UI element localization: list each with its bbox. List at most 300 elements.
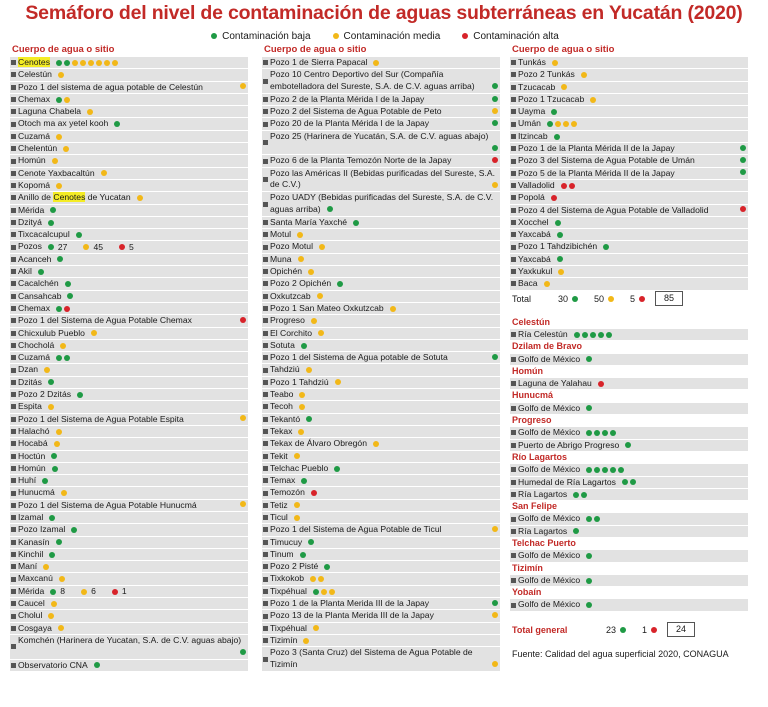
site-name: Pozo 1 de Sierra Papacal [270, 57, 368, 67]
status-dots [238, 414, 246, 424]
site-name: Ría Celestún [518, 328, 568, 339]
total-general-sum-box: 24 [667, 622, 695, 637]
list-item [262, 118, 500, 129]
total-row [510, 291, 748, 307]
site-name: Mérida [18, 204, 45, 215]
site-name: Golfo de México [518, 599, 581, 610]
status-dots [89, 328, 97, 339]
green-dot-icon [492, 600, 498, 606]
green-dot-icon [56, 97, 62, 103]
status-dots [306, 266, 314, 277]
status-dots [553, 217, 561, 228]
list-item [262, 303, 500, 314]
status-dots [588, 94, 596, 105]
status-dots [490, 142, 498, 153]
site-name: Pozo UADY (Bebidas purificadas del Sureste, S.A. de C.V. aguas arriba) [270, 192, 494, 214]
green-dot-icon [71, 527, 77, 533]
site-name: Pozo 5 de la Planta Mérida II de la Japay [518, 167, 675, 178]
list-item [262, 623, 500, 634]
green-dot-icon [594, 516, 600, 522]
green-dot-icon [610, 467, 616, 473]
site-name: Temozón [270, 487, 305, 498]
site-name: Tecoh [270, 401, 293, 412]
list-item [262, 635, 500, 646]
site-name: Cuzamá [18, 352, 50, 363]
site-name: Cansahcab [18, 290, 62, 301]
list-item [510, 131, 748, 142]
list-item [10, 328, 248, 339]
status-dots [292, 500, 300, 511]
green-dot-icon [492, 354, 498, 360]
legend-mid-label: Contaminación media [343, 30, 441, 42]
site-name: Tekit [270, 450, 288, 461]
status-dots [47, 512, 55, 523]
site-name: Kinchil [18, 548, 44, 559]
yellow-dot-icon [112, 60, 118, 66]
section-title: Dzilam de Bravo [512, 341, 583, 352]
column-3-rows [510, 57, 748, 290]
green-dot-icon [301, 478, 307, 484]
status-dots [50, 155, 58, 166]
yellow-dot-icon [43, 564, 49, 570]
site-name: Pozo 2 Dzitás [18, 389, 72, 400]
green-dot-icon [586, 578, 592, 584]
green-dot-icon [211, 33, 217, 39]
status-dots [238, 315, 246, 325]
site-name: Pozo 13 de la Planta Merida III de la Japay [270, 610, 434, 621]
section-title: Progreso [512, 415, 552, 426]
green-dot-icon [574, 332, 580, 338]
yellow-dot-icon [96, 60, 102, 66]
yellow-dot-icon [492, 182, 498, 188]
status-dots [584, 403, 592, 414]
status-dots [46, 610, 54, 621]
list-item [262, 647, 500, 671]
site-name: Pozo Motul [270, 241, 313, 252]
green-dot-icon [586, 405, 592, 411]
status-dots [333, 377, 341, 388]
list-item [10, 118, 248, 129]
list-item [10, 352, 248, 363]
yellow-dot-icon [590, 97, 596, 103]
yellow-dot-icon [608, 296, 614, 302]
highlighted-text: Cenotes [18, 57, 51, 67]
green-dot-icon [52, 466, 58, 472]
site-name: Laguna de Yalahau [518, 378, 592, 389]
status-dots [311, 586, 335, 597]
site-name: Timucuy [270, 536, 303, 547]
site-name: Golfo de México [518, 402, 581, 413]
list-item [262, 463, 500, 474]
status-dots [584, 427, 616, 438]
site-name: Yaxcabá [518, 253, 551, 264]
green-dot-icon [56, 355, 62, 361]
status-dots [596, 378, 604, 389]
total-green-count: 30 [558, 293, 569, 304]
green-dot-icon [42, 478, 48, 484]
status-dots [572, 329, 612, 340]
green-dot-icon [48, 379, 54, 385]
list-item [262, 254, 500, 265]
list-item [10, 426, 248, 437]
status-dots [601, 241, 609, 252]
list-item [262, 451, 500, 462]
yellow-dot-icon [240, 415, 246, 421]
green-dot-icon [740, 145, 746, 151]
site-name: Uayma [518, 106, 546, 117]
yellow-dot-icon [561, 84, 567, 90]
status-dots [47, 549, 55, 560]
site-name: Yaxkukul [518, 266, 553, 277]
yellow-dot-icon [58, 72, 64, 78]
green-dot-icon [76, 232, 82, 238]
status-dots [50, 463, 58, 474]
green-dot-icon [492, 145, 498, 151]
yellow-dot-icon [552, 60, 558, 66]
list-item [510, 143, 748, 154]
list-item [10, 266, 248, 277]
green-dot-icon [306, 416, 312, 422]
red-dot-icon [64, 306, 70, 312]
green-dot-icon [602, 430, 608, 436]
list-item [10, 475, 248, 486]
yellow-dot-icon [63, 146, 69, 152]
status-dots [295, 229, 303, 240]
surface-water-list [510, 317, 748, 611]
status-dots [296, 254, 304, 265]
green-dot-icon [48, 244, 54, 250]
status-dots [238, 82, 246, 92]
list-item [10, 512, 248, 523]
list-item [10, 143, 248, 154]
list-item [510, 118, 748, 129]
status-dots [351, 217, 359, 228]
site-name: Telchac Pueblo [270, 462, 329, 473]
green-dot-icon [557, 256, 563, 262]
red-dot-icon [569, 183, 575, 189]
yellow-dot-icon [83, 244, 89, 250]
spacer [510, 307, 748, 317]
legend-high [460, 31, 559, 42]
list-item [510, 464, 748, 475]
section-title: Yobaín [512, 587, 542, 598]
green-dot-icon [94, 662, 100, 668]
list-item [10, 463, 248, 474]
yellow-dot-icon [298, 256, 304, 262]
list-item [510, 378, 748, 389]
status-dots [571, 489, 587, 500]
site-name: Akil [18, 266, 32, 277]
yellow-dot-icon [104, 60, 110, 66]
yellow-dot-icon [310, 576, 316, 582]
list-item [10, 291, 248, 302]
green-dot-icon [618, 467, 624, 473]
count-indicators [46, 241, 136, 252]
site-name [18, 57, 50, 67]
status-dots [46, 377, 54, 388]
list-item [510, 69, 748, 80]
yellow-dot-icon [59, 576, 65, 582]
list-item [262, 278, 500, 289]
list-item [510, 477, 748, 488]
yellow-dot-icon [333, 33, 339, 39]
count-value: 27 [57, 241, 68, 252]
status-dots [490, 524, 498, 534]
total-general-green-count: 23 [606, 624, 617, 635]
list-item [10, 82, 248, 93]
status-dots [292, 451, 300, 462]
green-dot-icon [49, 552, 55, 558]
site-name: Acanceh [18, 253, 52, 264]
list-item [262, 598, 500, 609]
green-dot-icon [337, 281, 343, 287]
green-dot-icon [51, 453, 57, 459]
list-item [10, 229, 248, 240]
status-dots [584, 513, 600, 524]
yellow-dot-icon [87, 109, 93, 115]
section-title: Homún [512, 365, 543, 376]
site-name: Maní [18, 561, 38, 572]
green-dot-icon [620, 627, 626, 633]
green-dot-icon [49, 515, 55, 521]
list-item [262, 549, 500, 560]
status-dots [57, 573, 65, 584]
list-item [510, 155, 748, 166]
site-name: Pozo 1 del Sistema de Agua Potable Hunucmá [18, 499, 197, 510]
status-dots [490, 106, 498, 116]
site-name: Pozo 4 del Sistema de Agua Potable de Valladolid [518, 204, 709, 215]
site-name: Pozo 2 Opichén [270, 278, 332, 289]
list-item [262, 315, 500, 326]
list-item [10, 487, 248, 498]
status-dots [309, 315, 317, 326]
green-dot-icon [56, 306, 62, 312]
count-value: 5 [129, 241, 134, 252]
status-dots [490, 659, 498, 670]
status-dots [490, 598, 498, 608]
status-dots [301, 635, 309, 646]
site-name: Pozo 1 Tahdziú [270, 376, 329, 387]
green-dot-icon [555, 220, 561, 226]
column-3 [510, 43, 748, 660]
list-item [510, 550, 748, 561]
green-dot-icon [594, 430, 600, 436]
yellow-dot-icon [306, 367, 312, 373]
site-name: Golfo de México [518, 353, 581, 364]
status-dots [545, 118, 577, 129]
site-name: Puerto de Abrigo Progreso [518, 439, 620, 450]
green-dot-icon [572, 296, 578, 302]
status-dots [92, 660, 100, 671]
green-dot-icon [353, 220, 359, 226]
green-dot-icon [557, 232, 563, 238]
list-item [262, 586, 500, 597]
status-dots [58, 340, 66, 351]
green-dot-icon [65, 281, 71, 287]
site-name: Golfo de México [518, 464, 581, 475]
status-dots [311, 623, 319, 634]
green-dot-icon [740, 157, 746, 163]
status-dots [56, 623, 64, 634]
list-item [510, 241, 748, 252]
total-general-row [510, 622, 748, 638]
site-name: Laguna Chabela [18, 106, 82, 117]
status-dots [238, 500, 246, 510]
status-dots [623, 440, 631, 451]
status-dots [335, 278, 343, 289]
list-item [262, 328, 500, 339]
count-value: 6 [91, 585, 96, 596]
site-name: Otoch ma ax yetel kooh [18, 118, 109, 129]
list-item [10, 451, 248, 462]
list-item [510, 427, 748, 438]
site-name: Caucel [18, 598, 45, 609]
site-name: Chemax [18, 93, 50, 104]
list-item [510, 180, 748, 191]
yellow-dot-icon [294, 515, 300, 521]
status-dots [559, 180, 575, 191]
list-item [262, 57, 500, 68]
green-dot-icon [573, 492, 579, 498]
list-item [262, 475, 500, 486]
site-name: Hunucmá [18, 487, 55, 498]
column-header: Cuerpo de agua o sitio [512, 44, 615, 55]
total-general-label: Total general [512, 624, 568, 635]
status-dots [304, 414, 312, 425]
site-name: Pozos [18, 241, 42, 252]
list-item [10, 549, 248, 560]
list-item [510, 205, 748, 216]
yellow-dot-icon [51, 601, 57, 607]
status-dots [308, 573, 324, 584]
green-dot-icon [56, 60, 62, 66]
site-name: Pozo 3 del Sistema de Agua Potable de Umán [518, 155, 695, 166]
section-title: Celestún [512, 316, 551, 327]
site-name: El Corchito [270, 327, 313, 338]
count-value: 8 [60, 585, 66, 596]
green-dot-icon [586, 553, 592, 559]
list-item [10, 106, 248, 117]
yellow-dot-icon [492, 108, 498, 114]
list-item [10, 500, 248, 511]
list-item [262, 364, 500, 375]
site-name: Celestún [18, 69, 52, 80]
list-item [510, 106, 748, 117]
site-name: Dzan [18, 364, 39, 375]
status-dots [490, 179, 498, 190]
list-item [10, 278, 248, 289]
status-dots [61, 143, 69, 154]
legend-low [209, 31, 310, 42]
green-dot-icon [554, 134, 560, 140]
site-name: Observatorio CNA [18, 659, 88, 670]
green-dot-icon [573, 528, 579, 534]
list-item [262, 192, 500, 216]
yellow-dot-icon [373, 441, 379, 447]
site-name: Tekantó [270, 413, 301, 424]
total-red-count: 5 [630, 293, 636, 304]
yellow-dot-icon [240, 83, 246, 89]
site-name: Pozo 1 del sistema de agua potable de Celestún [18, 81, 203, 92]
site-name: Pozo 1 del Sistema de Agua Potable Chemax [18, 315, 192, 326]
status-dots [584, 599, 592, 610]
status-dots [555, 229, 563, 240]
status-dots [54, 426, 62, 437]
status-dots [315, 291, 323, 302]
list-item [10, 561, 248, 572]
status-dots [490, 118, 498, 128]
status-dots [74, 229, 82, 240]
status-dots [46, 401, 54, 412]
total-general-red-count: 1 [642, 624, 648, 635]
status-dots [620, 477, 636, 488]
site-name: Golfo de México [518, 550, 581, 561]
list-item [10, 192, 248, 203]
yellow-dot-icon [81, 589, 87, 595]
status-dots [306, 537, 314, 548]
red-dot-icon [119, 244, 125, 250]
status-dots [584, 464, 624, 475]
list-item [510, 57, 748, 68]
green-dot-icon [586, 467, 592, 473]
red-dot-icon [311, 490, 317, 496]
red-dot-icon [639, 296, 645, 302]
status-dots [54, 352, 70, 363]
site-name: Opichén [270, 266, 303, 277]
list-item [510, 599, 748, 610]
status-dots [738, 205, 746, 215]
list-item [10, 586, 248, 597]
site-name: Tinum [270, 548, 294, 559]
green-dot-icon [114, 121, 120, 127]
yellow-dot-icon [303, 638, 309, 644]
yellow-dot-icon [298, 429, 304, 435]
highlighted-text: Cenotes [53, 192, 86, 203]
green-dot-icon [602, 467, 608, 473]
yellow-dot-icon [313, 625, 319, 631]
green-dot-icon [77, 392, 83, 398]
column-1 [10, 43, 248, 672]
status-dots [49, 598, 57, 609]
yellow-dot-icon [48, 613, 54, 619]
site-name: Komchén (Harinera de Yucatan, S.A. de C.V. aguas abajo) [18, 634, 242, 645]
site-name: Kanasín [18, 536, 50, 547]
site-name: Teabo [270, 389, 294, 400]
site-name: Valladolid [518, 179, 555, 190]
yellow-dot-icon [563, 121, 569, 127]
list-item [262, 524, 500, 535]
total-sum-box: 85 [655, 291, 683, 306]
site-name: Cenote Yaxbacaltún [18, 167, 95, 178]
yellow-dot-icon [317, 293, 323, 299]
status-dots [542, 278, 550, 289]
site-name: Umán [518, 118, 541, 129]
list-item [510, 329, 748, 340]
yellow-dot-icon [48, 404, 54, 410]
site-name: Golfo de México [518, 574, 581, 585]
status-dots [75, 389, 83, 400]
section-title: Hunucmá [512, 390, 554, 401]
section-title: Telchac Puerto [512, 537, 576, 548]
status-dots [298, 549, 306, 560]
status-dots [559, 82, 567, 93]
green-dot-icon [547, 121, 553, 127]
yellow-dot-icon [319, 244, 325, 250]
site-name: Homún [18, 155, 46, 166]
yellow-dot-icon [137, 195, 143, 201]
list-item [510, 575, 748, 586]
list-item [262, 512, 500, 523]
